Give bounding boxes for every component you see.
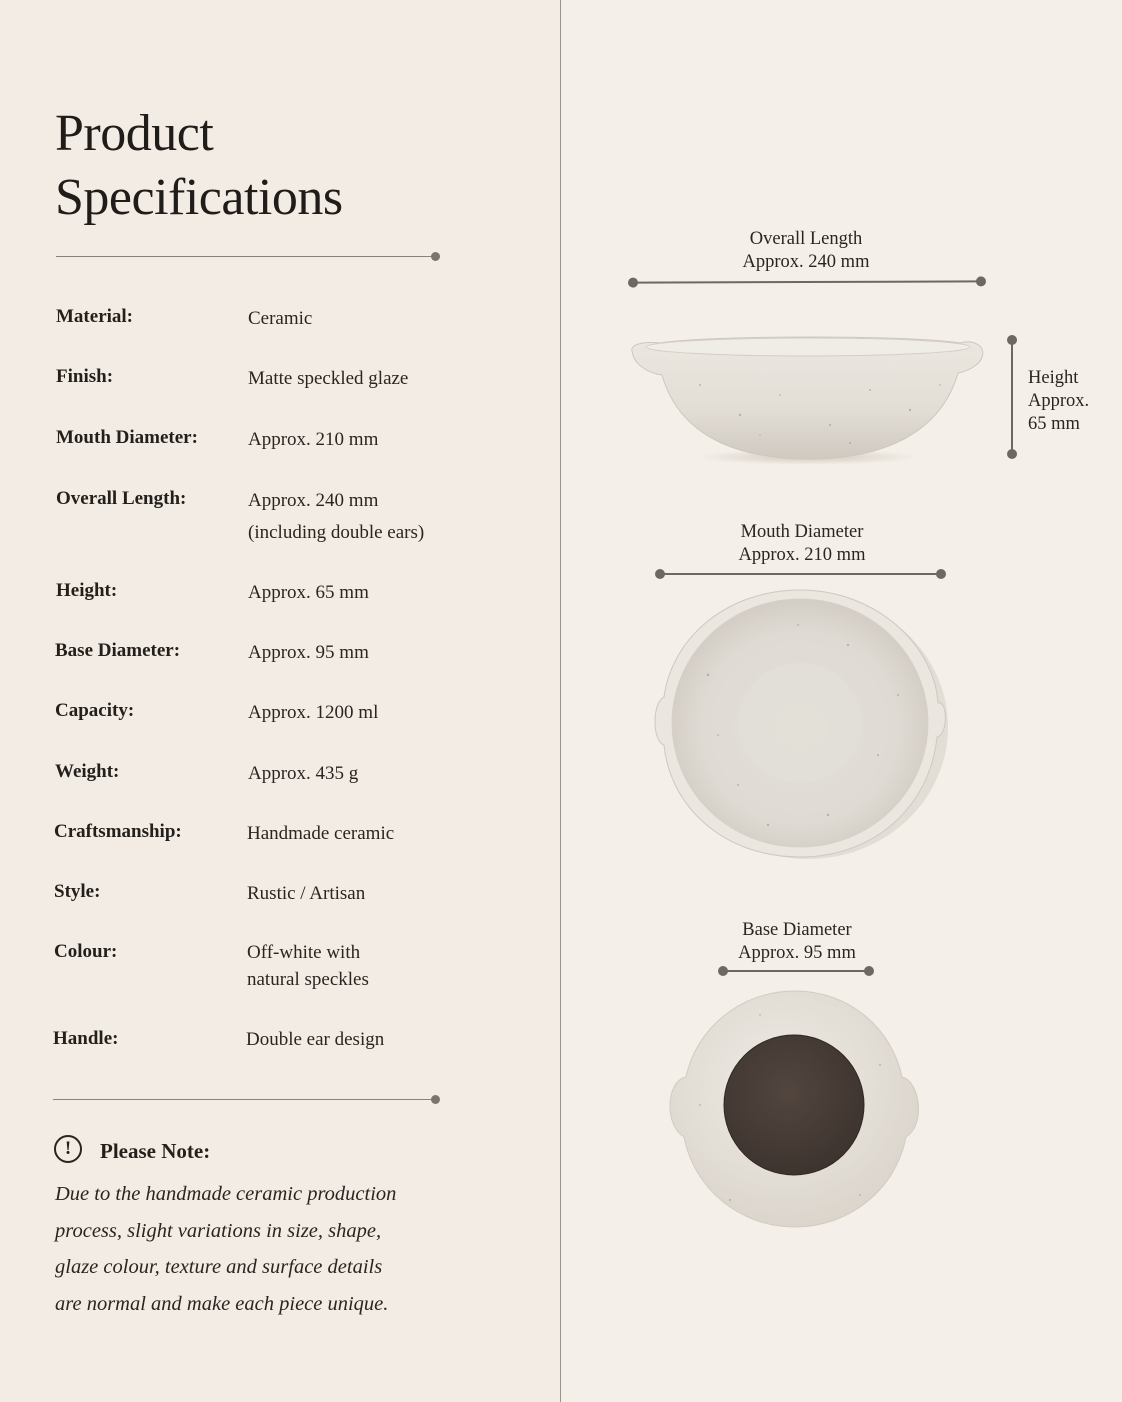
bowl-side-view [620,325,1000,470]
note-title: Please Note: [100,1139,211,1163]
spec-value-craftsmanship: Handmade ceramic [247,823,395,844]
spec-value-handle: Double ear design [246,1029,385,1050]
exclamation-circle-icon: ! [54,1135,82,1163]
note-line: glaze colour, texture and surface details [55,1256,383,1278]
base-diameter-value: Approx. 95 mm [738,943,856,963]
spec-label-height: Height: [56,580,118,601]
spec-value-overall-length-note: (including double ears) [248,522,425,543]
spec-label-capacity: Capacity: [55,700,135,721]
spec-label-finish: Finish: [56,366,114,387]
spec-value-mouth-diameter: Approx. 210 mm [248,429,379,450]
note-line: process, slight variations in size, shape, [55,1219,382,1242]
spec-value-material: Ceramic [248,308,313,329]
spec-label-weight: Weight: [55,761,120,782]
spec-value-finish: Matte speckled glaze [248,368,409,389]
overall-length-title: Overall Length [749,229,863,249]
base-diameter-title: Base Diameter [742,920,852,940]
top-divider [56,256,436,257]
bottom-divider [53,1099,436,1100]
spec-label-colour: Colour: [54,941,118,962]
spec-value-base-diameter: Approx. 95 mm [248,642,369,663]
note-body [55,1176,455,1322]
mouth-diameter-title: Mouth Diameter [740,522,864,542]
height-label [1028,367,1089,436]
spec-value-overall-length: Approx. 240 mm [248,490,379,511]
spec-value-height: Approx. 65 mm [248,582,369,603]
spec-value-capacity: Approx. 1200 ml [248,702,379,723]
base-diameter-line [723,970,869,972]
height-approx: Approx. [1028,391,1090,411]
spec-label-style: Style: [54,881,101,902]
spec-value-colour-line2: natural speckles [247,969,369,990]
bowl-top-view [648,585,953,865]
spec-label-base-diameter: Base Diameter: [55,640,181,661]
height-value: 65 mm [1028,414,1080,434]
spec-value-weight: Approx. 435 g [248,763,359,784]
spec-value-colour: Off-white with [247,942,361,963]
note-line: are normal and make each piece unique. [55,1292,389,1315]
note-line: Due to the handmade ceramic production [55,1183,397,1205]
mouth-diameter-label [700,521,904,567]
spec-label-material: Material: [56,306,134,327]
spec-label-handle: Handle: [53,1028,119,1049]
overall-length-label [706,228,906,274]
overall-length-value: Approx. 240 mm [742,252,870,272]
mouth-diameter-value: Approx. 210 mm [738,545,866,565]
panel-divider [560,0,561,1402]
height-line [1011,340,1013,454]
spec-label-overall-length: Overall Length: [56,488,187,509]
page-title-line2: Specifications [55,169,343,226]
mouth-diameter-line [660,573,941,575]
page-title-line1: Product [55,105,214,162]
height-title: Height [1028,368,1079,388]
bowl-bottom-view [660,985,930,1235]
base-diameter-label [696,919,898,965]
spec-label-craftsmanship: Craftsmanship: [54,821,182,842]
spec-label-mouth-diameter: Mouth Diameter: [56,427,198,448]
spec-value-style: Rustic / Artisan [247,883,366,904]
